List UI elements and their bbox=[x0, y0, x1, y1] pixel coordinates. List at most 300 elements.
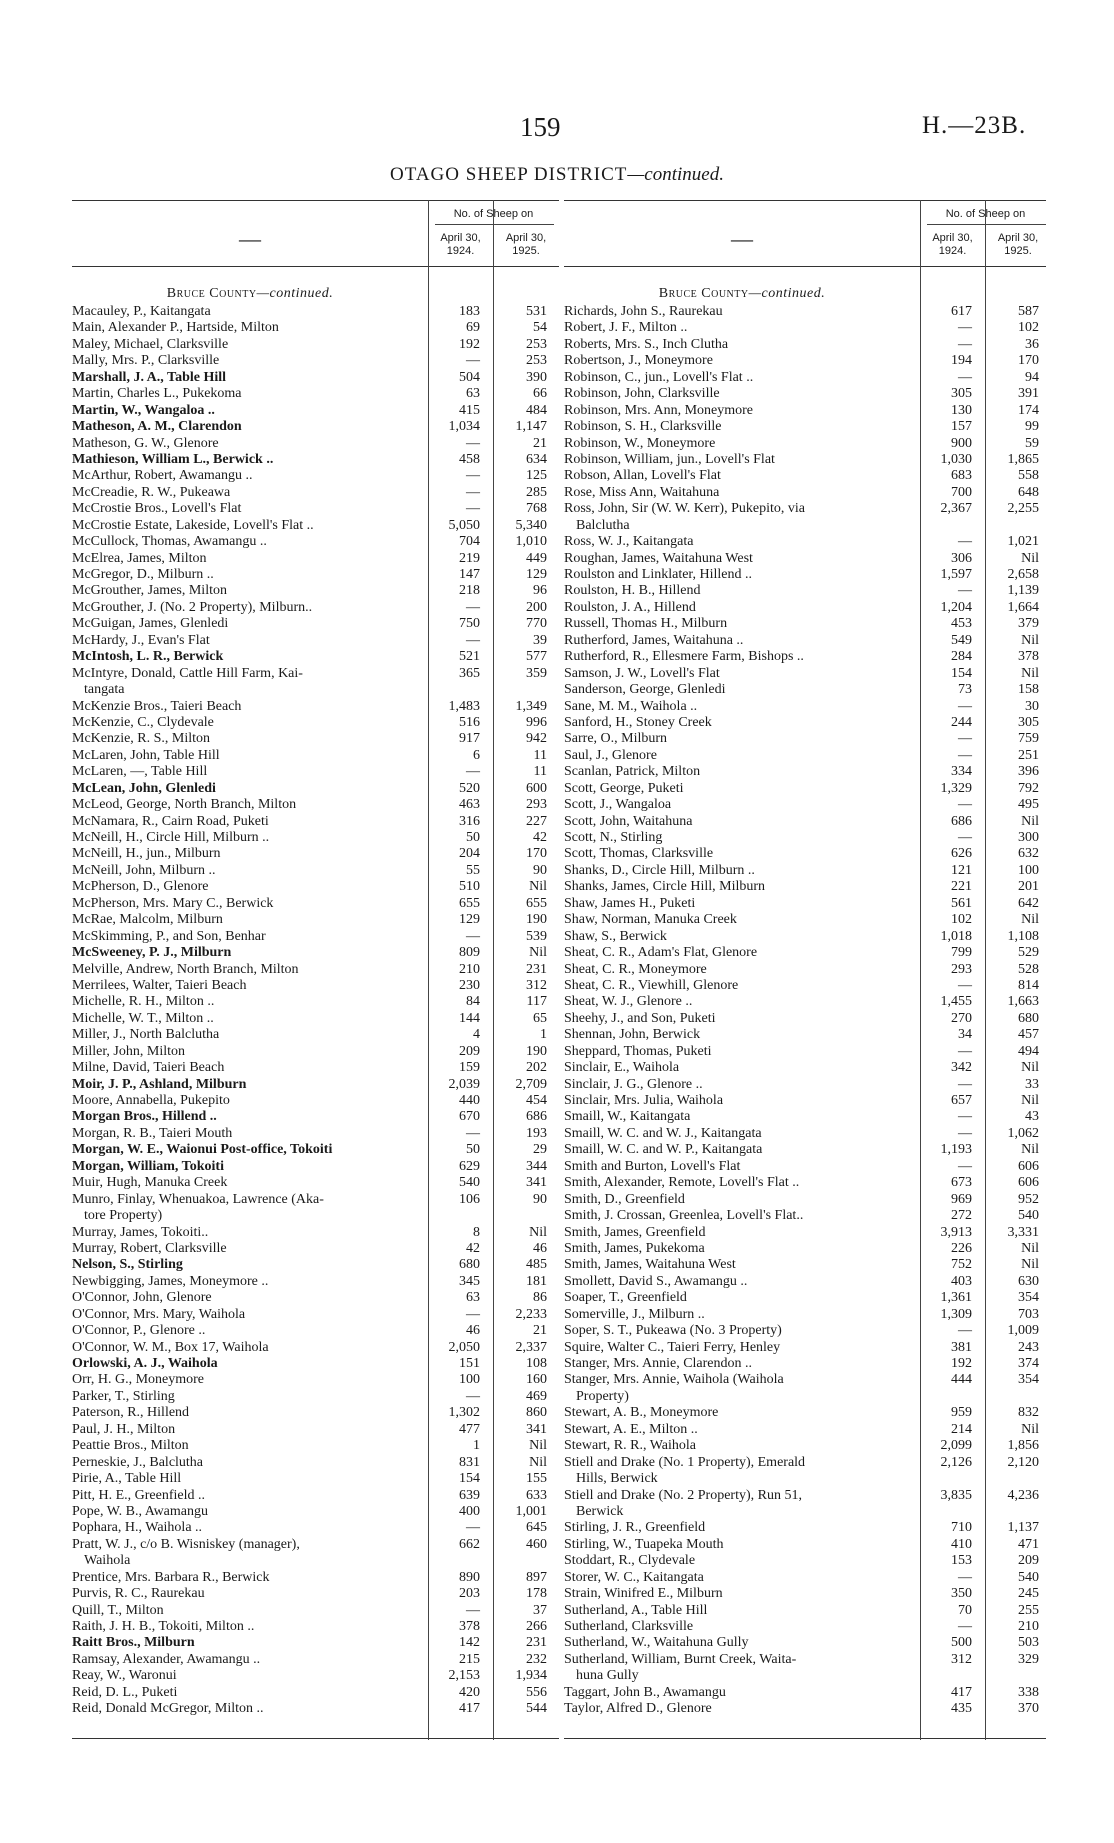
owner-name-text: Sheppard, Thomas, Puketi bbox=[564, 1043, 712, 1059]
owner-name-text: McHardy, J., Evan's Flat bbox=[72, 632, 210, 648]
owner-name-text: Berwick bbox=[576, 1503, 624, 1519]
sheep-count-1925: 544 bbox=[526, 1701, 547, 1717]
sheep-count-1924: — bbox=[466, 468, 480, 484]
sheep-count-1924: 209 bbox=[459, 1043, 480, 1059]
sheep-count-1924: 214 bbox=[951, 1421, 972, 1437]
sheep-count-1925: 158 bbox=[1018, 682, 1039, 698]
sheep-count-1924: 540 bbox=[459, 1175, 480, 1191]
owner-name-text: McSweeney, P. J., Milburn bbox=[72, 945, 232, 961]
owner-name-text: Balclutha bbox=[576, 517, 630, 533]
sheep-count-1925: 1,108 bbox=[1007, 928, 1039, 944]
owner-name-text: Shanks, James, Circle Hill, Milburn bbox=[564, 879, 766, 895]
sheep-count-1925: Nil bbox=[1021, 665, 1039, 681]
owner-name-text: McPherson, Mrs. Mary C., Berwick bbox=[72, 895, 274, 911]
sheep-count-1925: 86 bbox=[533, 1290, 547, 1306]
sheep-count-1925: 266 bbox=[526, 1619, 547, 1634]
owner-name-text: Merrilees, Walter, Taieri Beach bbox=[72, 977, 247, 993]
owner-name-text: McIntosh, L. R., Berwick bbox=[72, 649, 224, 665]
owner-name bbox=[564, 748, 909, 764]
sheep-count-1924: — bbox=[466, 435, 480, 451]
owner-name bbox=[564, 1356, 909, 1372]
owner-name bbox=[72, 370, 417, 386]
sheep-count-1924: — bbox=[958, 1158, 972, 1174]
sheep-count-1924: 809 bbox=[459, 945, 480, 961]
sheep-count-1925: 634 bbox=[526, 451, 547, 467]
table-row bbox=[72, 1389, 559, 1405]
header-bottom-rule bbox=[564, 266, 1046, 267]
sheep-count-1924: 305 bbox=[951, 386, 972, 402]
owner-name bbox=[72, 1553, 429, 1569]
sheep-count-1925: 577 bbox=[526, 649, 547, 665]
sheep-count-1924: — bbox=[958, 977, 972, 993]
sheep-count-1924: 410 bbox=[951, 1536, 972, 1552]
owner-name-text: Reid, Donald McGregor, Milton .. bbox=[72, 1701, 264, 1717]
sheep-count-1925: 178 bbox=[526, 1586, 547, 1602]
owner-name-text: Squire, Walter C., Taieri Ferry, Henley bbox=[564, 1339, 781, 1355]
table-row bbox=[564, 1274, 1046, 1290]
sheep-count-1924: 400 bbox=[459, 1503, 480, 1519]
sheep-count-1925: 1,865 bbox=[1007, 451, 1039, 467]
owner-name-text: Hills, Berwick bbox=[576, 1471, 658, 1487]
owner-name bbox=[72, 1044, 417, 1060]
sheep-count-1924: 142 bbox=[459, 1635, 480, 1651]
owner-name bbox=[72, 666, 417, 682]
owner-name-text: Samson, J. W., Lovell's Flat bbox=[564, 665, 720, 681]
owner-name-text: Rutherford, James, Waitahuna .. bbox=[564, 632, 744, 648]
owner-name bbox=[564, 370, 909, 386]
owner-name bbox=[564, 337, 909, 353]
sheep-count-1925: 390 bbox=[526, 369, 547, 385]
owner-name-text: Orlowski, A. J., Waihola bbox=[72, 1356, 218, 1371]
owner-name-text: Nelson, S., Stirling bbox=[72, 1257, 183, 1273]
table-row bbox=[72, 534, 559, 550]
sheep-count-1925: 341 bbox=[526, 1175, 547, 1191]
owner-name-text: Pratt, W. J., c/o B. Wisniskey (manager), bbox=[72, 1536, 300, 1552]
sheep-count-1924: — bbox=[466, 1602, 480, 1618]
owner-name-text: Robinson, Mrs. Ann, Moneymore bbox=[564, 402, 753, 418]
sheep-count-1925: 1,934 bbox=[515, 1668, 547, 1684]
sheep-count-1924: 1,329 bbox=[940, 780, 972, 796]
owner-name bbox=[72, 863, 417, 879]
table-row bbox=[564, 1372, 1046, 1388]
owner-name bbox=[72, 682, 429, 698]
sheep-count-1924: 680 bbox=[459, 1257, 480, 1273]
owner-name-text: McGregor, D., Milburn .. bbox=[72, 567, 214, 582]
sheep-count-1924: — bbox=[466, 599, 480, 615]
sheep-count-1924: 3,835 bbox=[940, 1487, 972, 1503]
sheep-count-1924: 1,361 bbox=[940, 1290, 972, 1306]
table-row bbox=[564, 1422, 1046, 1438]
table-row bbox=[72, 353, 559, 369]
table-row bbox=[564, 1635, 1046, 1651]
table-row bbox=[72, 1323, 559, 1339]
sheep-count-1924: 42 bbox=[466, 1240, 480, 1256]
group-header-rule bbox=[927, 224, 1046, 225]
table-row bbox=[564, 912, 1046, 928]
sheep-count-1924: 1,030 bbox=[940, 451, 972, 467]
table-row bbox=[72, 370, 559, 386]
owner-name bbox=[564, 731, 909, 747]
sheep-count-1924: 5,050 bbox=[448, 517, 480, 533]
owner-name-text: McLaren, —, Table Hill bbox=[72, 764, 208, 780]
table-row bbox=[564, 731, 1046, 747]
owner-name bbox=[564, 1225, 909, 1241]
table-row bbox=[564, 1225, 1046, 1241]
owner-name-text: McGuigan, James, Glenledi bbox=[72, 616, 229, 632]
sheep-count-1925: 503 bbox=[1018, 1635, 1039, 1651]
table-row bbox=[564, 518, 1046, 534]
owner-name-text: Scott, George, Puketi bbox=[564, 780, 684, 796]
owner-name bbox=[72, 912, 417, 928]
sheep-count-1925: 814 bbox=[1018, 977, 1039, 993]
owner-name-text: Robinson, C., jun., Lovell's Flat .. bbox=[564, 369, 754, 385]
table-row bbox=[72, 1142, 559, 1158]
owner-name bbox=[72, 879, 417, 895]
sheep-count-1925: 539 bbox=[526, 928, 547, 944]
owner-name-text: Shaw, James H., Puketi bbox=[564, 895, 696, 911]
sheep-count-1924: 73 bbox=[958, 682, 972, 698]
section-heading bbox=[564, 284, 920, 304]
right-table bbox=[564, 200, 1046, 1740]
owner-name bbox=[72, 1685, 417, 1701]
sheep-count-1924: 1,483 bbox=[448, 698, 480, 714]
sheep-count-1924: 157 bbox=[951, 419, 972, 435]
sheep-count-1924: 312 bbox=[951, 1651, 972, 1667]
sheep-count-1924: 230 bbox=[459, 977, 480, 993]
owner-name-text: Morgan, W. E., Waionui Post-office, Tokoiti bbox=[72, 1142, 333, 1158]
owner-name bbox=[564, 1438, 909, 1454]
sheep-count-1924: 183 bbox=[459, 304, 480, 319]
owner-name-text: Smith and Burton, Lovell's Flat bbox=[564, 1158, 741, 1174]
owner-name bbox=[72, 1455, 417, 1471]
table-row bbox=[72, 468, 559, 484]
sheep-count-1924: 50 bbox=[466, 1142, 480, 1158]
sheep-count-1925: 457 bbox=[1018, 1027, 1039, 1043]
sheep-count-1924: — bbox=[958, 534, 972, 550]
sheep-count-1924: 102 bbox=[951, 912, 972, 928]
sheep-count-1925: Nil bbox=[1021, 813, 1039, 829]
sheep-count-1924: 463 bbox=[459, 797, 480, 813]
sheep-count-1925: 469 bbox=[526, 1388, 547, 1404]
owner-name-text: Rose, Miss Ann, Waitahuna bbox=[564, 484, 720, 500]
owner-name-text: Prentice, Mrs. Barbara R., Berwick bbox=[72, 1569, 270, 1585]
sheep-count-1924: 444 bbox=[951, 1372, 972, 1388]
owner-name-text: Sanderson, George, Glenledi bbox=[564, 682, 726, 698]
owner-name-text: Ramsay, Alexander, Awamangu .. bbox=[72, 1651, 261, 1667]
sheep-count-1925: 30 bbox=[1025, 698, 1039, 714]
table-row bbox=[564, 320, 1046, 336]
table-row bbox=[564, 978, 1046, 994]
owner-name bbox=[72, 962, 417, 978]
owner-name bbox=[564, 1603, 909, 1619]
sheep-count-1925: 90 bbox=[533, 1191, 547, 1207]
sheep-count-1925: 942 bbox=[526, 731, 547, 747]
sheep-count-1925: 495 bbox=[1018, 797, 1039, 813]
owner-name bbox=[72, 567, 417, 583]
sheep-count-1924: 100 bbox=[459, 1372, 480, 1388]
owner-name bbox=[72, 436, 417, 452]
owner-name bbox=[72, 929, 417, 945]
owner-name-text: Roberts, Mrs. S., Inch Clutha bbox=[564, 336, 729, 352]
table-row bbox=[564, 1570, 1046, 1586]
sheep-count-1925: Nil bbox=[1021, 912, 1039, 928]
table-row bbox=[564, 1175, 1046, 1191]
group-header-rule bbox=[435, 224, 554, 225]
table-row bbox=[564, 1471, 1046, 1487]
owner-name-text: Peattie Bros., Milton bbox=[72, 1438, 189, 1454]
table-row bbox=[564, 1241, 1046, 1257]
sheep-count-1924: 629 bbox=[459, 1158, 480, 1174]
sheep-count-1925: Nil bbox=[529, 945, 547, 961]
owner-name-text: McLeod, George, North Branch, Milton bbox=[72, 797, 297, 813]
owner-name bbox=[564, 386, 909, 402]
owner-name bbox=[564, 1635, 909, 1651]
sheep-count-1924: 144 bbox=[459, 1010, 480, 1026]
owner-name bbox=[564, 781, 909, 797]
sheep-count-1924: 477 bbox=[459, 1421, 480, 1437]
owner-name bbox=[72, 1389, 417, 1405]
table-row bbox=[564, 1290, 1046, 1306]
owner-name-text: Moir, J. P., Ashland, Milburn bbox=[72, 1076, 247, 1092]
sheep-count-1924: 194 bbox=[951, 353, 972, 369]
owner-name-text: Raitt Bros., Milburn bbox=[72, 1635, 195, 1651]
sheep-count-1925: 2,255 bbox=[1007, 501, 1039, 517]
table-row bbox=[564, 863, 1046, 879]
page-title bbox=[0, 164, 1114, 186]
table-row bbox=[564, 452, 1046, 468]
sheep-count-1924: 1,193 bbox=[940, 1142, 972, 1158]
owner-name bbox=[72, 1077, 417, 1093]
sheep-count-1924: 69 bbox=[466, 320, 480, 336]
table-row bbox=[72, 1060, 559, 1076]
owner-name-text: Stanger, Mrs. Annie, Clarendon .. bbox=[564, 1356, 753, 1371]
table-row bbox=[564, 353, 1046, 369]
sheep-count-1925: 1,664 bbox=[1007, 599, 1039, 615]
owner-name-text: Sutherland, William, Burnt Creek, Waita- bbox=[564, 1651, 797, 1667]
sheep-count-1925: 245 bbox=[1018, 1586, 1039, 1602]
owner-name bbox=[564, 1307, 909, 1323]
sheep-count-1925: 42 bbox=[533, 830, 547, 845]
sheep-count-1924: 350 bbox=[951, 1586, 972, 1602]
owner-name-text: Smith, J. Crossan, Greenlea, Lovell's Flat.. bbox=[564, 1208, 804, 1224]
owner-name-text: Sheat, C. R., Viewhill, Glenore bbox=[564, 977, 739, 993]
owner-name bbox=[564, 1372, 909, 1388]
sheep-count-1925: 170 bbox=[1018, 353, 1039, 369]
table-row bbox=[72, 1652, 559, 1668]
table-row bbox=[72, 1274, 559, 1290]
sheep-count-1924: 192 bbox=[951, 1356, 972, 1371]
table-row bbox=[72, 863, 559, 879]
owner-name-text: Robert, J. F., Milton .. bbox=[564, 320, 688, 336]
sheep-count-1925: 54 bbox=[533, 320, 547, 336]
sheep-count-1925: 396 bbox=[1018, 764, 1039, 780]
owner-name-text: McGrouther, James, Milton bbox=[72, 583, 227, 599]
table-row bbox=[564, 386, 1046, 402]
owner-name bbox=[72, 468, 417, 484]
sheep-count-1924: 284 bbox=[951, 649, 972, 665]
owner-name bbox=[564, 583, 909, 599]
sheep-count-1925: 556 bbox=[526, 1684, 547, 1700]
owner-name-text: McLean, John, Glenledi bbox=[72, 780, 216, 796]
sheep-count-1924: 453 bbox=[951, 616, 972, 632]
owner-name bbox=[72, 1274, 417, 1290]
owner-name-text: Stiell and Drake (No. 2 Property), Run 51, bbox=[564, 1487, 802, 1503]
table-row bbox=[564, 1619, 1046, 1635]
table-row bbox=[564, 1438, 1046, 1454]
sheep-count-1925: 759 bbox=[1018, 731, 1039, 747]
sheep-count-1924: 84 bbox=[466, 994, 480, 1010]
sheep-count-1924: 750 bbox=[459, 616, 480, 632]
owner-name bbox=[564, 501, 909, 517]
left-table bbox=[72, 200, 559, 1740]
owner-name bbox=[564, 534, 909, 550]
owner-name-text: Orr, H. G., Moneymore bbox=[72, 1372, 205, 1388]
table-row bbox=[564, 485, 1046, 501]
table-row bbox=[564, 370, 1046, 386]
sheep-count-1924: 63 bbox=[466, 386, 480, 402]
sheep-count-1924: 153 bbox=[951, 1553, 972, 1569]
owner-name bbox=[72, 1323, 417, 1339]
header-bottom-rule bbox=[72, 266, 559, 267]
sheep-count-1925: 2,120 bbox=[1007, 1454, 1039, 1470]
owner-name-text: McNeill, H., Circle Hill, Milburn .. bbox=[72, 830, 270, 845]
sheep-count-1925: 1,062 bbox=[1007, 1125, 1039, 1141]
table-row bbox=[564, 1652, 1046, 1668]
sheep-count-1925: Nil bbox=[529, 1224, 547, 1240]
sheep-count-1925: 108 bbox=[526, 1356, 547, 1371]
sheep-count-1925: 1,010 bbox=[515, 534, 547, 550]
sheep-count-1924: 272 bbox=[951, 1208, 972, 1224]
owner-name bbox=[72, 337, 417, 353]
sheep-count-1924: — bbox=[958, 797, 972, 813]
owner-name-text: O'Connor, John, Glenore bbox=[72, 1290, 212, 1306]
owner-name-text: Sheat, C. R., Moneymore bbox=[564, 961, 707, 977]
owner-name-text: Sheehy, J., and Son, Puketi bbox=[564, 1010, 716, 1026]
sheep-count-1925: 600 bbox=[526, 780, 547, 796]
sheep-count-1924: 521 bbox=[459, 649, 480, 665]
owner-name bbox=[564, 353, 909, 369]
owner-name bbox=[564, 403, 909, 419]
owner-name-text: Munro, Finlay, Whenuakoa, Lawrence (Aka- bbox=[72, 1191, 324, 1207]
owner-name bbox=[564, 1208, 909, 1224]
owner-name bbox=[564, 945, 909, 961]
owner-name-text: Paterson, R., Hillend bbox=[72, 1405, 190, 1421]
sheep-count-1925: 338 bbox=[1018, 1684, 1039, 1700]
sheep-count-1925: 1,021 bbox=[1007, 534, 1039, 550]
sheep-count-1924: 1,309 bbox=[940, 1306, 972, 1322]
owner-name-text: Pope, W. B., Awamangu bbox=[72, 1503, 208, 1519]
sheep-count-1924: 561 bbox=[951, 895, 972, 911]
owner-name bbox=[564, 994, 909, 1010]
sheep-count-1925: 312 bbox=[526, 977, 547, 993]
owner-name-text: Smaill, W. C. and W. P., Kaitangata bbox=[564, 1142, 763, 1158]
table-row bbox=[72, 1077, 559, 1093]
owner-name-text: Murray, James, Tokoiti.. bbox=[72, 1224, 209, 1240]
sheep-count-1924: 626 bbox=[951, 846, 972, 862]
owner-name-text: Sheat, W. J., Glenore .. bbox=[564, 994, 693, 1010]
table-row bbox=[72, 814, 559, 830]
sheep-count-1925: 21 bbox=[533, 1323, 547, 1339]
table-row bbox=[72, 912, 559, 928]
table-row bbox=[564, 682, 1046, 698]
sheep-count-1924: 129 bbox=[459, 912, 480, 928]
sheep-count-1925: 129 bbox=[526, 567, 547, 582]
sheep-count-1925: 494 bbox=[1018, 1043, 1039, 1059]
table-row bbox=[72, 994, 559, 1010]
sheep-count-1924: 799 bbox=[951, 945, 972, 961]
table-row bbox=[72, 879, 559, 895]
sheep-count-1925: 832 bbox=[1018, 1405, 1039, 1421]
owner-name bbox=[72, 1060, 417, 1076]
sheep-count-1925: 170 bbox=[526, 846, 547, 862]
table-row bbox=[72, 1405, 559, 1421]
sheep-count-1924: 1,204 bbox=[940, 599, 972, 615]
owner-name-text: Matheson, A. M., Clarendon bbox=[72, 419, 242, 435]
owner-name bbox=[564, 551, 909, 567]
sheep-count-1924: — bbox=[466, 632, 480, 648]
section-suffix: —continued. bbox=[748, 286, 826, 301]
owner-name bbox=[564, 1290, 909, 1306]
owner-name-text: McElrea, James, Milton bbox=[72, 550, 207, 566]
owner-name-text: Scanlan, Patrick, Milton bbox=[564, 764, 701, 780]
sheep-count-1925: 606 bbox=[1018, 1175, 1039, 1191]
owner-name bbox=[564, 863, 909, 879]
year-1924-header: April 30, 1924. bbox=[440, 232, 481, 257]
owner-name-text: Milne, David, Taieri Beach bbox=[72, 1060, 225, 1076]
sheep-count-1924: 417 bbox=[459, 1701, 480, 1717]
table-row bbox=[72, 945, 559, 961]
table-row bbox=[564, 994, 1046, 1010]
owner-name bbox=[564, 1126, 909, 1142]
owner-name-text: Somerville, J., Milburn .. bbox=[564, 1306, 705, 1322]
table-row bbox=[72, 830, 559, 846]
left-rows bbox=[72, 284, 559, 1718]
sheep-count-1924: 1,597 bbox=[940, 567, 972, 582]
sheep-count-1924: — bbox=[958, 747, 972, 763]
sheep-count-1925: 21 bbox=[533, 435, 547, 451]
owner-name-text: Taylor, Alfred D., Glenore bbox=[564, 1701, 712, 1717]
table-row bbox=[72, 518, 559, 534]
owner-name bbox=[564, 518, 921, 534]
owner-name bbox=[72, 1356, 417, 1372]
table-row bbox=[72, 1044, 559, 1060]
owner-name bbox=[564, 320, 909, 336]
sheep-count-1924: 1 bbox=[473, 1438, 480, 1454]
owner-name-text: Perneskie, J., Balclutha bbox=[72, 1454, 204, 1470]
owner-name-text: Shaw, Norman, Manuka Creek bbox=[564, 912, 737, 928]
sheep-count-1925: 46 bbox=[533, 1240, 547, 1256]
table-row bbox=[564, 1405, 1046, 1421]
owner-name-text: Ross, W. J., Kaitangata bbox=[564, 534, 694, 550]
table-row bbox=[72, 337, 559, 353]
sheep-count-1925: 1 bbox=[540, 1027, 547, 1043]
table-row bbox=[564, 1553, 1046, 1569]
table-row bbox=[72, 1340, 559, 1356]
sheep-count-1924: 403 bbox=[951, 1273, 972, 1289]
owner-name-text: Miller, John, Milton bbox=[72, 1043, 185, 1059]
sheep-count-1924: 121 bbox=[951, 862, 972, 878]
owner-name-text: Rutherford, R., Ellesmere Farm, Bishops .. bbox=[564, 649, 804, 665]
owner-name-text: Morgan, William, Tokoiti bbox=[72, 1158, 224, 1174]
sheep-count-1924: — bbox=[958, 1109, 972, 1125]
owner-name-text: Roulston and Linklater, Hillend .. bbox=[564, 567, 753, 582]
sheep-count-1925: 293 bbox=[526, 797, 547, 813]
owner-name-text: Stirling, W., Tuapeka Mouth bbox=[564, 1536, 724, 1552]
owner-name-text: Property) bbox=[576, 1388, 629, 1404]
owner-name bbox=[564, 436, 909, 452]
owner-name bbox=[72, 419, 417, 435]
owner-name-text: Miller, J., North Balclutha bbox=[72, 1027, 220, 1043]
